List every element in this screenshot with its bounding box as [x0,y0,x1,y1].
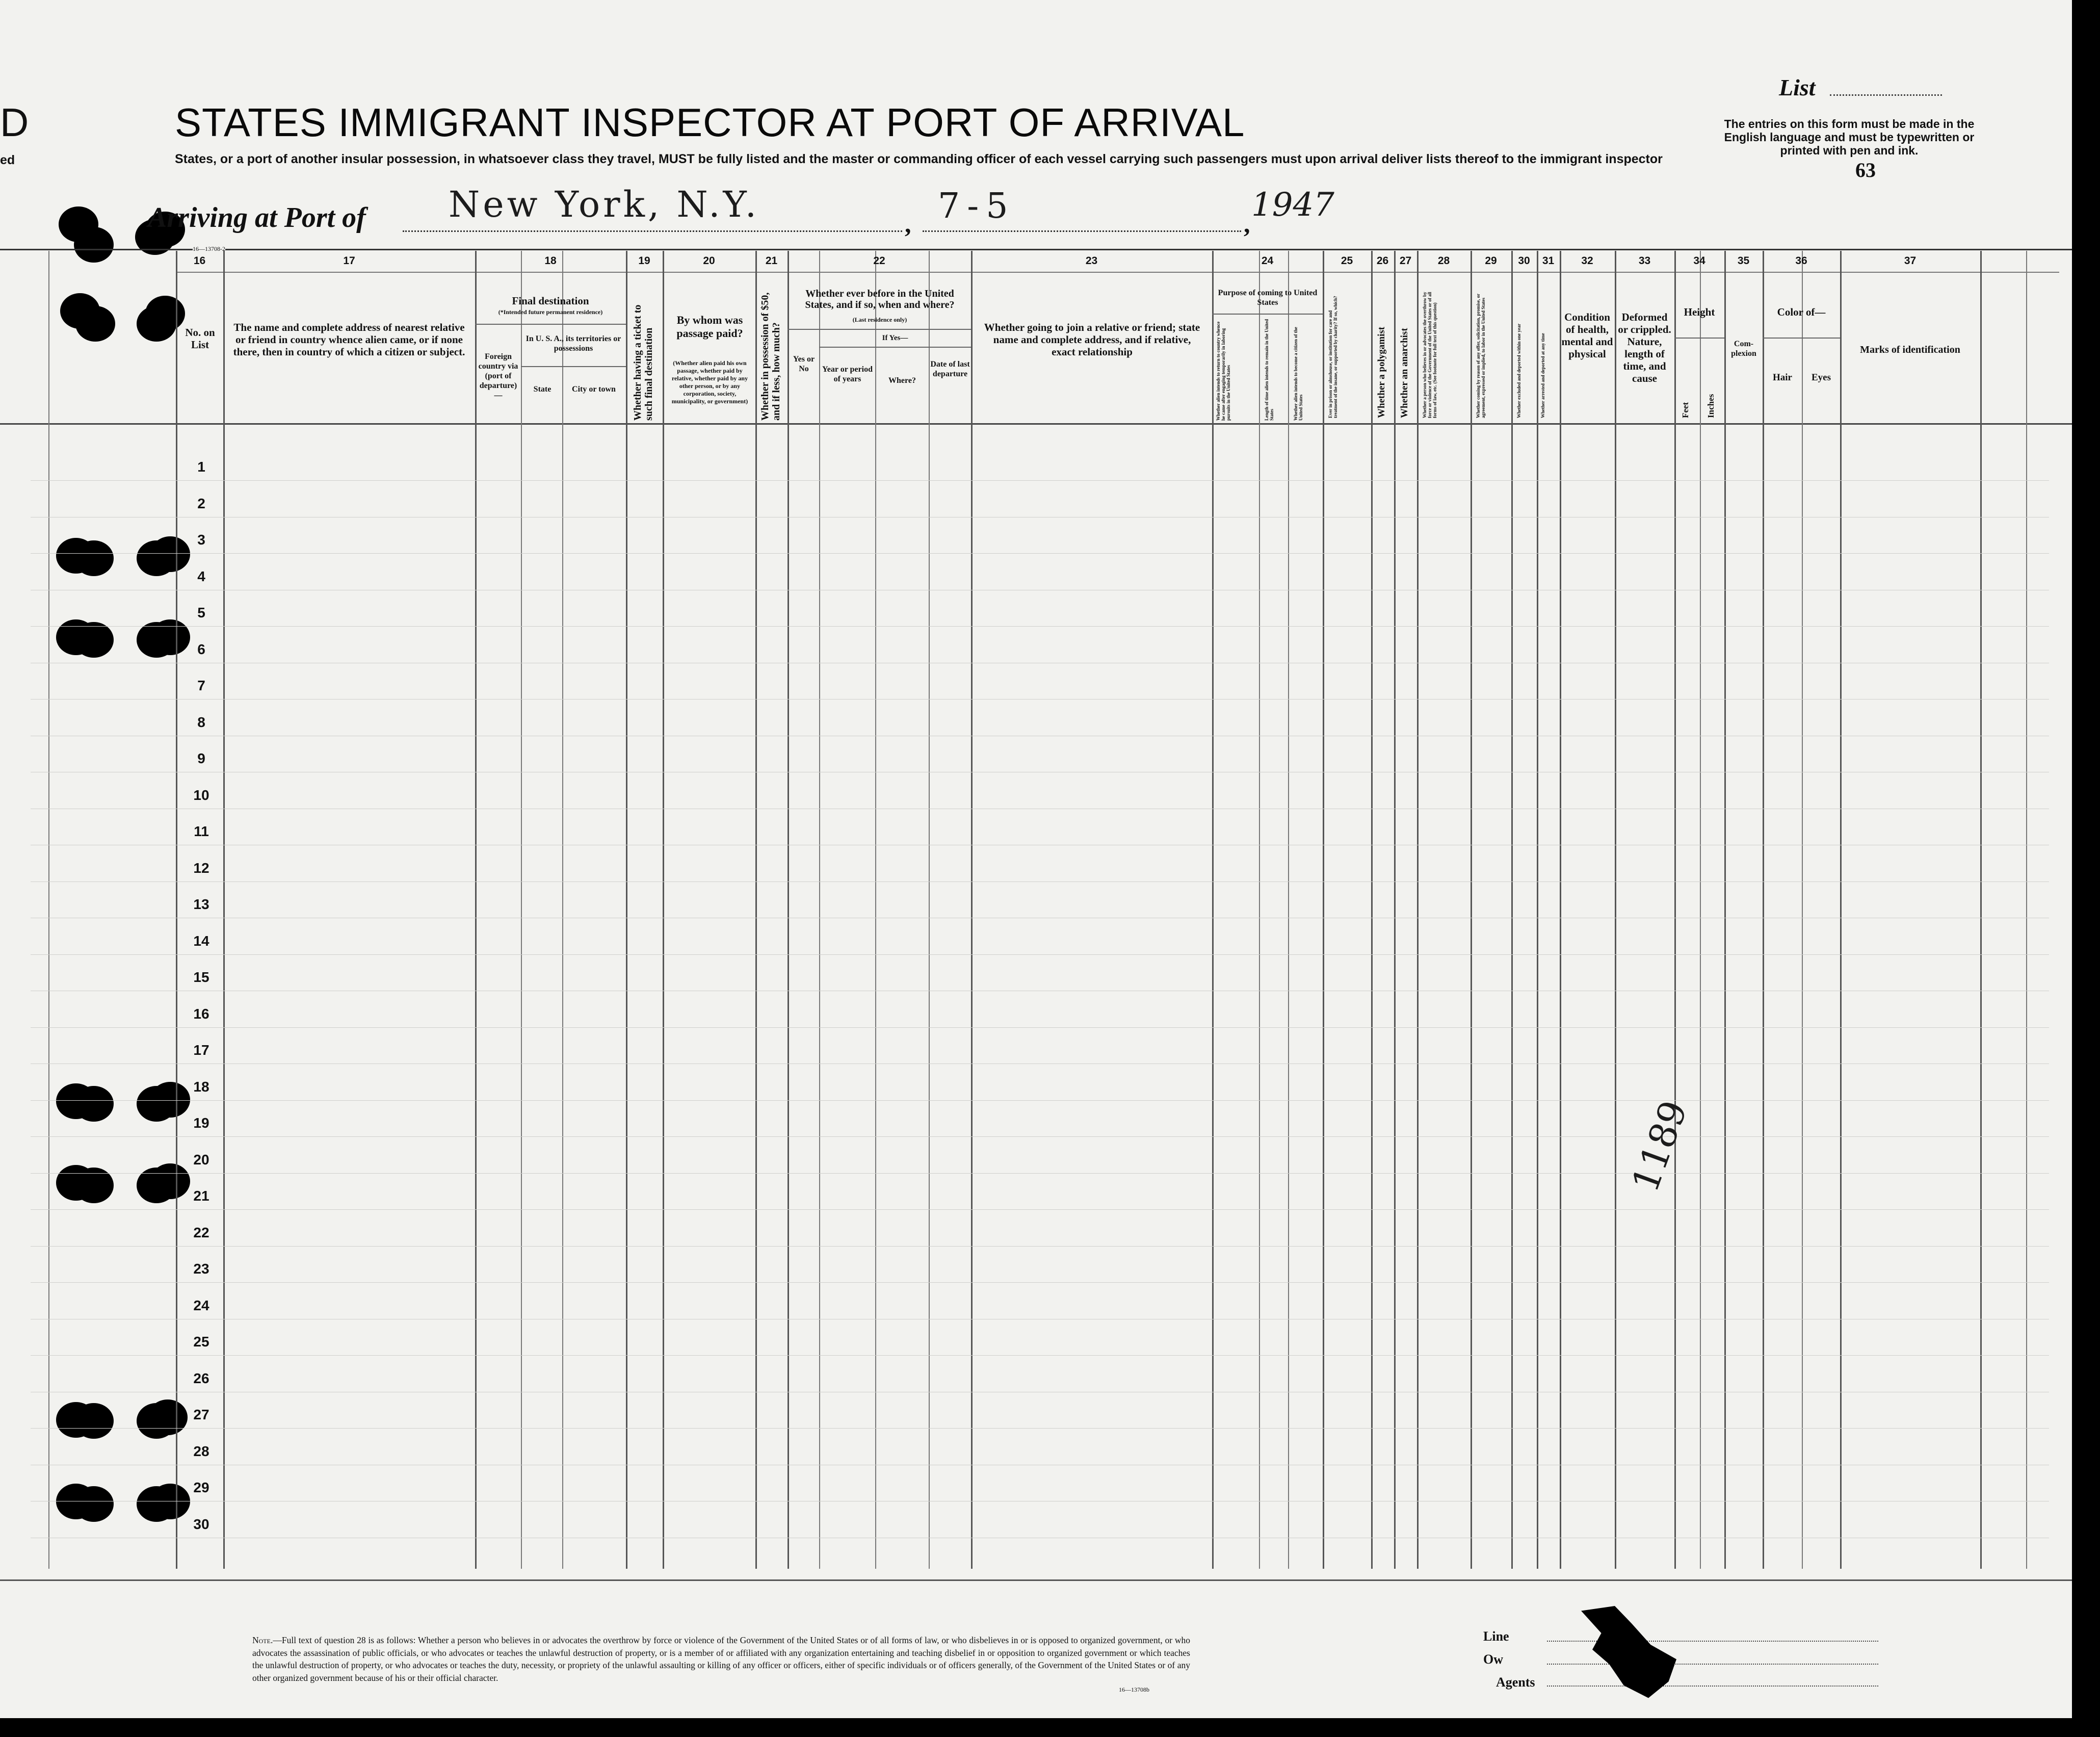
row-rule [31,1246,2049,1247]
row-number: 10 [193,787,209,803]
col-rule [1288,251,1289,1569]
col-number-25: 25 [1341,255,1353,267]
col34-inches-header: Inches [1706,394,1716,418]
row-number: 5 [197,605,205,620]
footnote-code: 16—13708b [1119,1686,1149,1693]
row-rule [31,480,2049,481]
col18-state-header: State [533,385,552,394]
col-rule [1615,251,1616,1569]
owners-signature-line [1547,1664,1878,1665]
col-number-31: 31 [1542,255,1555,267]
col22-rule [788,329,971,330]
row-rule [31,626,2049,627]
col22-ifyes-header: If Yes— [882,334,908,342]
row-number: 14 [193,932,209,949]
col24-header: Purpose of coming to United States [1218,289,1318,307]
year: 1947 [1251,186,1334,224]
row-number: 4 [197,568,205,584]
margin-note: 1189 [1623,1095,1696,1198]
col-number-33: 33 [1638,255,1651,267]
punch-hole [74,227,114,263]
row-number: 21 [193,1188,209,1204]
col26-header: Whether a polygamist [1376,326,1387,418]
col-number-26: 26 [1376,255,1389,267]
agents-label: Agents [1496,1675,1535,1690]
row-number: 7 [197,678,205,693]
col-rule [755,251,757,1569]
col-rule [1212,251,1214,1569]
col-number-34: 34 [1693,255,1705,267]
col35-header: Com-plexion [1731,340,1756,358]
paper-tear [1570,1606,1682,1703]
col24-length-header: Length of time alien intends to remain in the United States [1264,319,1274,421]
owners-label: Ow [1483,1652,1503,1667]
row-number: 1 [197,459,205,475]
col18-usa-header: In U. S. A., its territories or possessions [526,334,621,353]
row-number: 27 [193,1407,209,1422]
col-rule [2026,251,2027,1569]
col22-year-header: Year or period of years [822,365,873,383]
col24-return-header: Whether alien intends to return to country whence he came after engaging temporarily in laboring pursuits in the United States [1216,321,1231,421]
punch-hole [74,1486,114,1522]
title-left-fragment: D [0,100,29,145]
col-number-27: 27 [1399,255,1412,267]
col24-citizen-header: Whether alien intends to become a citizen of the United States [1293,327,1303,421]
row-number: 26 [193,1370,209,1386]
row-rule [31,1027,2049,1028]
col32-header: Condition of health, mental and physical [1561,311,1613,360]
line-signature-line [1547,1641,1878,1642]
row-number: 30 [193,1516,209,1532]
col22-where-header: Where? [888,376,916,385]
col-number-19: 19 [638,255,650,267]
col-number-36: 36 [1795,255,1807,267]
form-code: 16—13708-2 [193,245,225,252]
col22-ifyes-rule [819,347,971,348]
col25-header: Ever in prison or almshouse, or institution for care and treatment of the insane, or supported by charity? If so, which? [1328,296,1338,418]
col-rule [1763,251,1764,1569]
punch-hole [74,540,114,576]
row-number: 9 [197,750,205,766]
col-rule [1537,251,1538,1569]
col-number-35: 35 [1737,255,1750,267]
col-rule [1394,251,1396,1569]
row-number: 19 [193,1115,209,1131]
row-rule [31,1428,2049,1429]
subtitle-left-fragment: ed [0,153,15,167]
footnote [252,1634,1190,1684]
row-number: 3 [197,532,205,548]
col36-header: Color of— [1777,306,1826,318]
col-number-17: 17 [343,255,355,267]
col-rule [1802,251,1803,1569]
col-rule [1417,251,1419,1569]
line-label: Line [1483,1629,1509,1644]
col34-feet-header: Feet [1681,402,1690,418]
page-title: STATES IMMIGRANT INSPECTOR AT PORT OF ARRIVAL [175,100,1245,145]
punch-hole [75,306,115,342]
col34-rule [1674,338,1724,339]
col-number-29: 29 [1485,255,1497,267]
col-rule [971,251,973,1569]
row-number: 6 [197,641,205,657]
row-number: 23 [193,1261,209,1277]
row-number: 11 [194,823,209,839]
list-number-line [1830,94,1942,96]
margin-rule [48,251,49,1569]
col17-header: The name and complete address of nearest relative or friend in country whence alien came, or if none there, then in country of which a citizen or subject. [233,321,465,358]
col22-date-header: Date of last departure [930,360,970,378]
col-rule [1323,251,1324,1569]
row-number: 2 [197,495,205,511]
col22-yesno-header: Yes or No [793,355,815,373]
date-line [923,230,1241,232]
col-number-21: 21 [765,255,778,267]
grid-bottom-rule [0,1579,2072,1581]
row-rule [31,1282,2049,1283]
col27-header: Whether an anarchist [1399,328,1410,418]
col37-header: Marks of identification [1860,344,1960,355]
col-number-22: 22 [873,255,885,267]
col36-rule [1763,338,1840,339]
row-number: 8 [197,714,205,730]
col-number-23: 23 [1085,255,1098,267]
col-rule [1371,251,1373,1569]
col18-city-header: City or town [572,385,616,394]
col22-header: Whether ever before in the United States, and if so, when and where? [805,288,955,310]
row-number: 15 [193,969,209,985]
page-number: 63 [1855,159,1876,182]
col18-header: Final destination [512,295,589,307]
col-rule [929,251,930,1569]
row-number: 28 [193,1443,209,1459]
col-number-30: 30 [1518,255,1530,267]
row-number: 29 [193,1480,209,1495]
col-rule [521,251,522,1569]
col-number-20: 20 [703,255,715,267]
col19-header: Whether having a ticket to such final destination [632,304,654,421]
page-subtitle: States, or a port of another insular possession, in whatsoever class they travel, MUST be fully listed and the master or commanding officer of each vessel carrying such passengers must upon arrival deliver lists thereof to the immigrant inspector [175,152,1663,166]
col24-rule [1212,314,1323,315]
list-label: List [1779,74,1816,100]
row-number: 16 [193,1005,209,1022]
column-number-rule [176,272,2059,273]
row-rule [31,1355,2049,1356]
col-rule [1840,251,1842,1569]
col22-note: (Last residence only) [852,316,907,323]
comma: , [905,210,911,238]
form-instructions: The entries on this form must be made in the English language and must be typewritten or printed with pen and ink. [1724,117,1975,157]
col29-header: Whether coming by reason of any offer, solicitation, promise, or agreement, expressed or implied, to labor in the United States [1476,294,1486,418]
col-rule [1471,251,1472,1569]
col-rule [562,251,563,1569]
row-number: 25 [193,1334,209,1350]
row-rule [31,553,2049,554]
port-handwritten: New York, N.Y. [449,184,759,225]
punch-hole [74,622,114,658]
col-rule [1511,251,1513,1569]
col20-header: By whom was passage paid? [676,314,743,340]
col36-hair-header: Hair [1773,372,1792,383]
col-number-16: 16 [193,255,206,267]
col-rule [1980,251,1982,1569]
row-rule [31,1136,2049,1137]
header-bottom-rule [0,423,2072,425]
col-number-24: 24 [1261,255,1274,267]
row-number: 12 [193,860,209,876]
date-handwritten: 7-5 [938,186,1015,226]
row-number: 17 [193,1042,209,1058]
col-number-37: 37 [1904,255,1917,267]
col31-header: Whether arrested and deported at any time [1540,333,1545,418]
row-number: 20 [193,1151,209,1168]
col-number-18: 18 [544,255,557,267]
col-rule [788,251,789,1569]
arriving-label: Arriving at Port of [148,202,366,234]
col21-header: Whether in possession of $50, and if less, how much? [759,292,782,421]
col18-note: (*Intended future permanent residence) [498,308,603,316]
col18-foreign-header: Foreign country via (port of departure)— [478,352,518,400]
col-rule [1724,251,1726,1569]
row-rule [31,954,2049,955]
punch-hole [74,1086,114,1122]
col36-eyes-header: Eyes [1812,372,1831,383]
col-rule [1560,251,1561,1569]
row-rule [31,1209,2049,1210]
col-rule [1259,251,1260,1569]
footnote-text: —Full text of question 28 is as follows: Whether a person who believes in or advocates the overthrow by force or violence of the Government of the United States or of all forms of law, or who disbelieves in or is opposed to organized government, or who advocates the assassination of public officials, or who advocates or teaches the unlawful destruction of property, or is a member of or affiliated with any organization entertaining and teaching disbelief in or opposition to organized government or which teaches the unlawful destruction of property, or who advocates or teaches the duty, necessity, or propriety of the unlawful assaulting or killing of any officer or officers, either of specific individuals or of officers generally, of the Government of the United States or of any other organized government because of his or their official character. [252,1635,1190,1683]
col18-rule [475,324,626,325]
port-line [403,230,902,232]
col18-usa-rule [521,366,626,367]
row-number: 24 [193,1297,209,1313]
comma: , [1244,210,1250,238]
grid-top-rule [0,249,2072,250]
row-rule [31,1100,2049,1101]
col23-header: Whether going to join a relative or friend; state name and complete address, and if relative, exact relationship [984,321,1200,358]
col-rule [1700,251,1701,1569]
row-number: 13 [193,896,209,912]
col-rule [1674,251,1676,1569]
col-rule [875,251,876,1569]
footnote-label: Note. [252,1635,273,1645]
col-rule [663,251,664,1569]
col20-note: (Whether alien paid his own passage, whether paid by relative, whether paid by any other person, or by any corporation, society, municipality, or government) [671,359,748,405]
punch-hole [74,1403,114,1439]
col-number-32: 32 [1581,255,1593,267]
col-number-28: 28 [1437,255,1450,267]
col30-header: Whether excluded and deported within one year [1516,323,1521,418]
row-rule [31,1173,2049,1174]
row-number: 18 [193,1078,209,1095]
col34-header: Height [1684,306,1715,318]
col33-header: Deformed or crippled. Nature, length of time, and cause [1618,311,1671,384]
col-rule [475,251,477,1569]
col-rule [626,251,627,1569]
col-rule [819,251,820,1569]
col16-header: No. on List [185,326,215,351]
agents-signature-line [1547,1686,1878,1687]
row-number: 22 [193,1224,209,1240]
col28-header: Whether a person who believes in or advocates the overthrow by force or violence of the Government of the United States or of all forms of law, etc. (See footnote for full text of this question) [1422,292,1437,418]
